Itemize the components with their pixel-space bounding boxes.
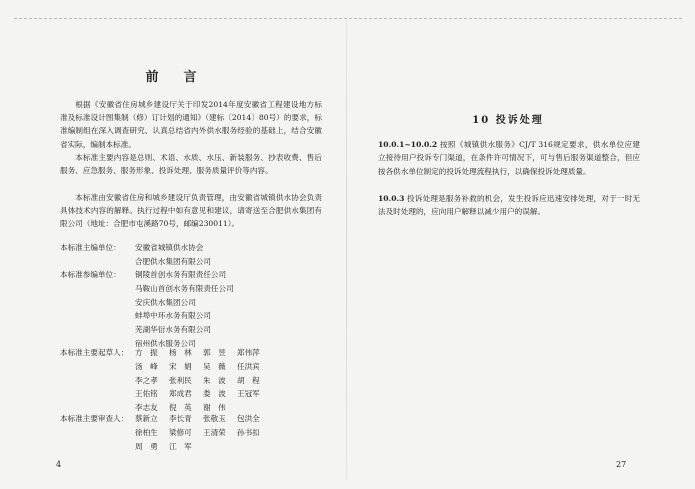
- drafter-name: 方 振: [135, 348, 158, 357]
- drafter-name: 李志友: [135, 403, 158, 413]
- reviewers-label: 本标准主要审查人：: [60, 414, 129, 423]
- drafter-name: 王佑铭: [135, 389, 158, 399]
- clause-10-0-1-text: 按照《城镇供水服务》CJ/T 316规定要求，供水单位应建立接待用户投诉专门渠道，在条件许可情况下，可与售后服务渠道整合，但应按各供水单位制定的投诉处理流程执行，以确保投诉处理质量。: [378, 140, 640, 176]
- foreword-paragraph-2: [60, 151, 322, 177]
- drafter-name: 谢 伟: [203, 403, 226, 413]
- drafter-name: 吴 薇: [203, 361, 226, 371]
- drafter-name: 张利民: [169, 375, 192, 385]
- drafter-name: 任洪宾: [237, 361, 260, 371]
- reviewer-name: 张敬玉: [203, 414, 226, 423]
- drafters-label: 本标准主要起草人：: [60, 348, 129, 357]
- participant-unit: 芜湖华衍水务有限公司: [135, 325, 211, 335]
- foreword-paragraph-3-text: 本标准由安徽省住房和城乡建设厅负责管理，由安徽省城镇供水协会负责具体技术内容的解释。执行过程中如有意见和建议，请寄送至合肥供水集团有限公司（地址：合肥市屯溪路70号，邮编230011）。: [60, 193, 322, 229]
- clause-10-0-3-text: 投诉处理是服务补救的机会，发生投诉应迅速安排处理，对于一时无法及时处理的，应向用户解释以减少用户的误解。: [378, 194, 640, 217]
- drafter-name: 娄 波: [203, 389, 226, 399]
- participant-unit: 马鞍山首创水务有限责任公司: [135, 283, 234, 293]
- indent: [60, 100, 75, 109]
- reviewers-block: [60, 412, 271, 453]
- reviewer-name: 包洪全: [237, 414, 260, 423]
- reviewer-name: 孙书扣: [237, 427, 260, 437]
- participant-label: 本标准参编单位：: [60, 270, 121, 279]
- drafter-name: 胡 程: [237, 375, 260, 385]
- reviewer-name: 江 军: [169, 441, 192, 451]
- right-page: [348, 0, 695, 489]
- participant-unit: 安庆供水集团公司: [135, 297, 196, 307]
- clause-10-0-3: [378, 192, 640, 219]
- foreword-paragraph-3: [60, 191, 322, 231]
- drafter-name: 郑伟萍: [237, 348, 260, 357]
- reviewer-name: 徐柏生: [135, 427, 158, 437]
- participant-units-block: [60, 268, 234, 351]
- editor-unit: 安徽省城镇供水协会: [135, 243, 204, 252]
- clause-10-0-1: [378, 138, 640, 178]
- editor-unit: 合肥供水集团有限公司: [135, 256, 211, 266]
- clause-10-0-3-id: 10.0.3: [378, 194, 405, 203]
- foreword-paragraph-2-text: 本标准主要内容是总则、术语、水质、水压、新装服务、抄表收费、售后服务、应急服务、服务形象、投诉处理、服务质量评价等内容。: [60, 153, 322, 176]
- drafter-name: 汤 峰: [135, 361, 158, 371]
- drafter-name: 朱 波: [203, 375, 226, 385]
- section-title: 10 投诉处理: [472, 115, 544, 126]
- participant-unit: 蚌埠中环水务有限公司: [135, 311, 211, 321]
- drafter-name: 杨 林: [169, 348, 192, 357]
- participant-unit: 铜陵首创水务有限责任公司: [135, 270, 227, 279]
- left-page-number: 4: [56, 460, 62, 469]
- drafter-name: 郑成君: [169, 389, 192, 399]
- reviewer-name: 周 勇: [135, 441, 158, 451]
- editor-label: 本标准主编单位：: [60, 243, 121, 252]
- participant-unit: 宿州供水服务公司: [135, 338, 196, 348]
- reviewer-name: [203, 440, 237, 454]
- reviewer-name: 梁修可: [169, 427, 192, 437]
- foreword-title: 前 言: [145, 70, 203, 85]
- drafter-name: 宋 娟: [169, 361, 192, 371]
- foreword-paragraph-1-text: 根据《安徽省住房城乡建设厅关于印发2014年度安徽省工程建设地方标准及标准设计图集制（修）订计划的通知》（建标〔2014〕80号）的要求，标准编制组在深入调查研究、认真总结省内外供水服务经验的基础上，结合安徽省实际，编制本标准。: [60, 100, 322, 149]
- reviewers-grid: [135, 412, 271, 453]
- drafter-name: 倪 英: [169, 403, 192, 413]
- reviewer-name: [237, 440, 271, 454]
- editor-units-block: [60, 241, 211, 269]
- reviewer-name: 王清荣: [203, 427, 226, 437]
- drafter-name: 李之孝: [135, 375, 158, 385]
- indent: [60, 153, 75, 162]
- drafter-name: 王冠军: [237, 389, 260, 399]
- reviewer-name: 蔡新立: [135, 414, 158, 423]
- reviewer-name: 李长青: [169, 414, 192, 423]
- drafters-block: [60, 346, 271, 415]
- drafter-name: 郭 昱: [203, 348, 226, 357]
- right-page-number: 27: [616, 460, 627, 469]
- foreword-paragraph-1: [60, 98, 322, 151]
- drafters-grid: [135, 346, 271, 415]
- clause-10-0-1-id: 10.0.1~10.0.2: [378, 140, 438, 149]
- indent: [60, 193, 75, 202]
